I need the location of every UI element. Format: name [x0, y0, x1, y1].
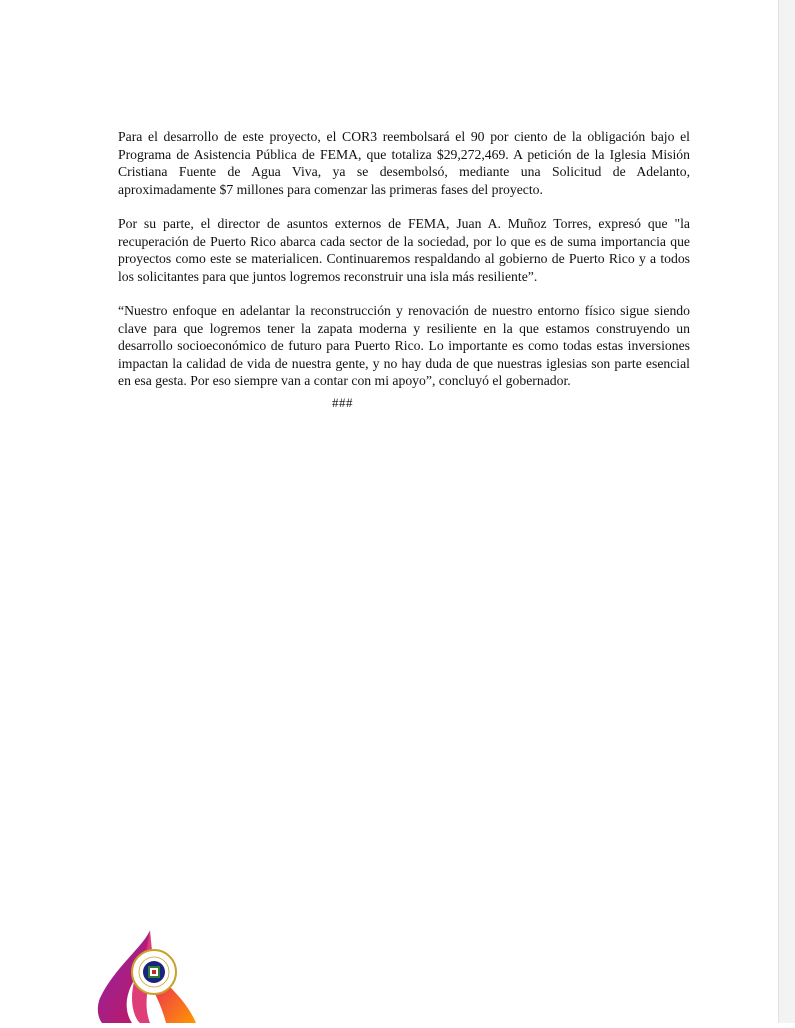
paragraph-2: Por su parte, el director de asuntos externos de FEMA, Juan A. Muñoz Torres, expresó que "la recuperación de Puerto Rico abarca cada sector de la sociedad, por lo que es de suma importancia que proyectos como este se materialicen. Continuaremos respaldando al gobierno de Puerto Rico y a todos los solicitantes para que juntos logremos reconstruir una isla más resiliente”.: [118, 216, 690, 284]
logo-emblem-icon: [92, 928, 212, 1023]
press-release-body: [118, 128, 690, 407]
paragraph-1: Para el desarrollo de este proyecto, el COR3 reembolsará el 90 por ciento de la obligación bajo el Programa de Asistencia Pública de FEMA, que totaliza $29,272,469. A petición de la Iglesia Misión Cristiana Fuente de Agua Viva, ya se desembolsó, mediante una Solicitud de Adelanto, aproximadamente $7 millones para comenzar las primeras fases del proyecto.: [118, 129, 690, 197]
end-mark: ###: [332, 395, 353, 410]
government-logo: [92, 928, 212, 1023]
viewer-scrollbar-gutter[interactable]: [778, 0, 795, 1023]
paragraph-3: “Nuestro enfoque en adelantar la reconstrucción y renovación de nuestro entorno físico sigue siendo clave para que logremos tener la zapata moderna y resiliente en la que estamos construyendo un desarrollo socioeconómico de futuro para Puerto Rico. Lo importante es como todas estas inversiones impactan la calidad de vida de nuestra gente, y no hay duda de que nuestras iglesias son parte esencial en esa gesta. Por eso siempre van a contar con mi apoyo”, concluyó el gobernador.: [118, 303, 690, 388]
